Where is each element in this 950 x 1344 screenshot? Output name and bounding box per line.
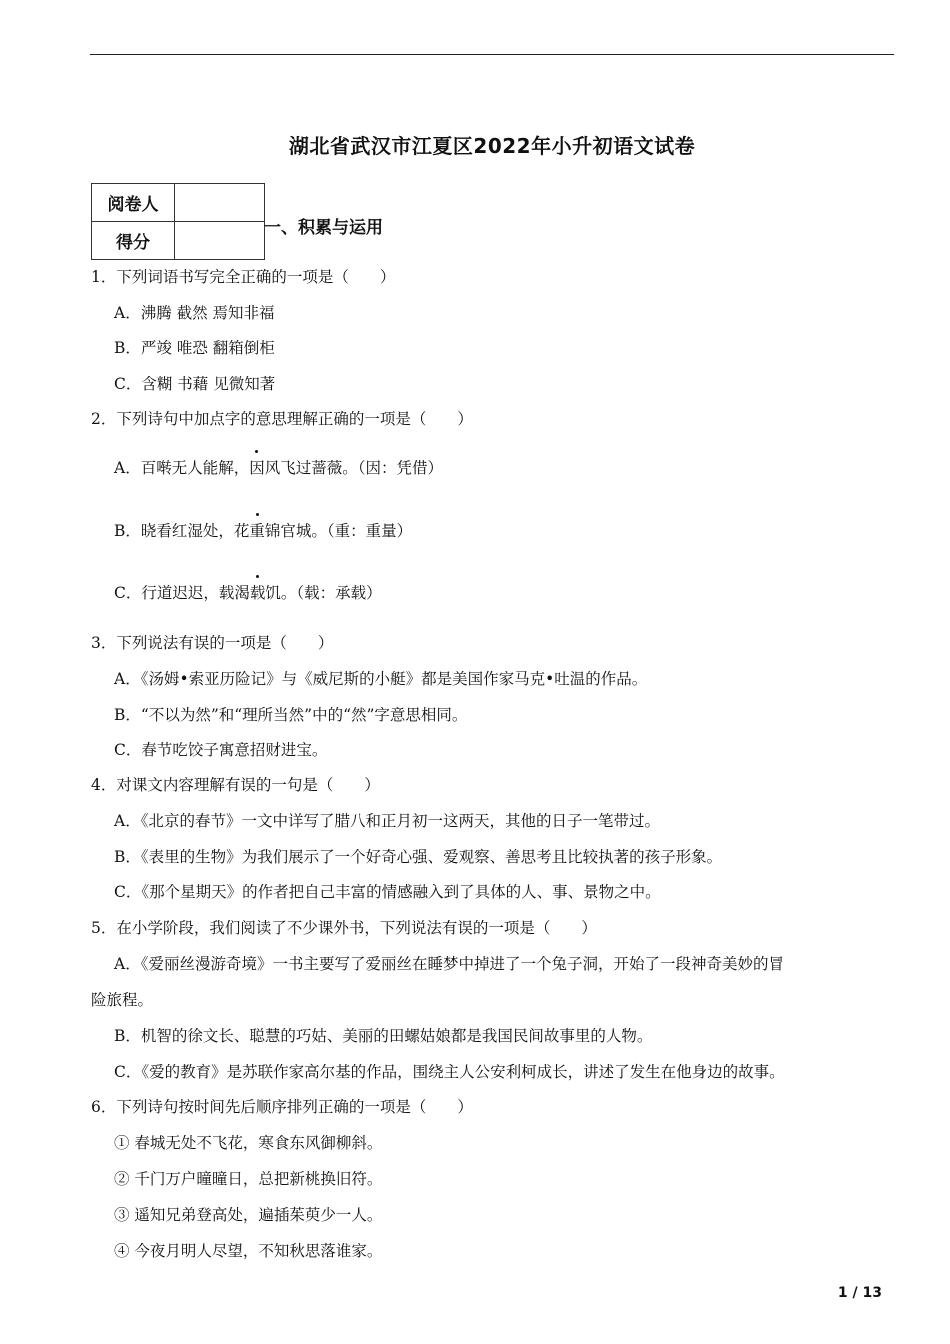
question-3-option-b: B．“不以为然”和“理所当然”中的“然”字意思相同。 [114,706,468,724]
question-6-stem: 6．下列诗句按时间先后顺序排列正确的一项是（ ） [91,1098,473,1116]
question-5-option-a-cont: 险旅程。 [91,991,154,1009]
score-blank [175,222,265,260]
option-c-text-pre: C．行道迟迟，载渴 [114,584,250,602]
question-1-stem: 1．下列词语书写完全正确的一项是（ ） [91,268,396,286]
question-4-option-a: A．《北京的春节》一文中详写了腊八和正月初一这两天，其他的日子一笔带过。 [114,812,660,830]
page-number: 1 / 13 [837,1285,882,1301]
question-5-option-c: C．《爱的教育》是苏联作家高尔基的作品，围绕主人公安利柯成长，讲述了发生在他身边的故事。 [114,1063,785,1081]
question-2-option-a [114,456,443,478]
question-5-option-b: B．机智的徐文长、聪慧的巧姑、美丽的田螺姑娘都是我国民间故事里的人物。 [114,1027,653,1045]
question-1-option-b: B．严竣 唯恐 翻箱倒柜 [114,339,275,357]
question-3-stem: 3．下列说法有误的一项是（ ） [91,634,334,652]
question-6-item-1: ① 春城无处不飞花，寒食东风御柳斜。 [114,1134,383,1152]
question-3-option-c: C．春节吃饺子寓意招财进宝。 [114,741,328,759]
page-title: 湖北省武汉市江夏区2022年小升初语文试卷 [288,134,696,158]
question-2-option-c [114,581,382,603]
question-5-option-a: A．《爱丽丝漫游奇境》一书主要写了爱丽丝在睡梦中掉进了一个兔子洞，开始了一段神奇美妙的冒 [114,955,784,973]
question-4-stem: 4．对课文内容理解有误的一句是（ ） [91,776,380,794]
header-rule [90,54,894,55]
question-1-option-a: A．沸腾 截然 焉知非福 [114,304,275,322]
question-1-option-c: C．含糊 书藉 见微知著 [114,375,276,393]
emphasized-char: 载 [250,581,266,603]
question-2-option-b [114,519,412,541]
question-4-option-b: B．《表里的生物》为我们展示了一个好奇心强、爱观察、善思考且比较执著的孩子形象。 [114,848,723,866]
emphasized-char: 因 [249,456,265,478]
question-6-item-2: ② 千门万户曈曈日，总把新桃换旧符。 [114,1170,383,1188]
section-heading: 一、积累与运用 [264,218,383,238]
question-3-option-a: A．《汤姆•索亚历险记》与《威尼斯的小艇》都是美国作家马克•吐温的作品。 [114,670,648,688]
option-b-text-post: 锦官城。（重：重量） [264,522,413,540]
question-5-stem: 5．在小学阶段，我们阅读了不少课外书，下列说法有误的一项是（ ） [91,919,597,937]
option-a-text-post: 风飞过蔷薇。（因：凭借） [264,459,443,477]
option-c-text-post: 饥。（载：承载） [265,584,382,602]
option-a-text-pre: A．百啭无人能解， [114,459,250,477]
score-label: 得分 [92,222,175,260]
question-6-item-4: ④ 今夜月明人尽望，不知秋思落谁家。 [114,1242,383,1260]
emphasized-char: 重 [249,519,265,541]
reviewer-blank [175,184,265,222]
question-6-item-3: ③ 遥知兄弟登高处，遍插茱萸少一人。 [114,1206,383,1224]
question-2-stem: 2．下列诗句中加点字的意思理解正确的一项是（ ） [91,410,473,428]
score-box [91,183,265,260]
option-b-text-pre: B．晓看红湿处，花 [114,522,250,540]
question-4-option-c: C．《那个星期天》的作者把自己丰富的情感融入到了具体的人、事、景物之中。 [114,883,661,901]
reviewer-label: 阅卷人 [92,184,175,222]
